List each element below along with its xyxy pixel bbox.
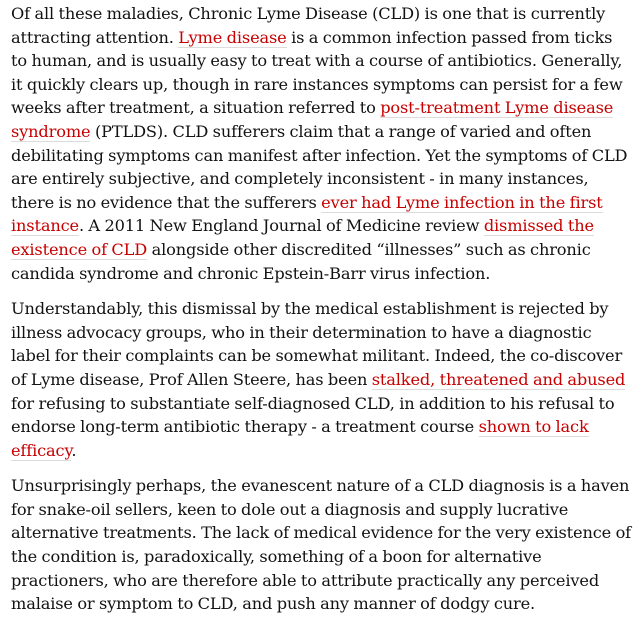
text-line xyxy=(11,297,631,321)
text-line xyxy=(11,474,631,498)
text-line xyxy=(11,545,631,569)
text-run: for snake-oil sellers, keen to dole out a diagnosis and supply lucrative xyxy=(11,499,569,519)
text-line xyxy=(11,368,631,392)
link-shown-to-lack-efficacy[interactable]: shown to lack xyxy=(478,417,589,437)
link-ever-had-lyme-infection[interactable]: ever had Lyme infection in the first xyxy=(321,192,603,212)
link-shown-to-lack-efficacy[interactable]: efficacy xyxy=(11,440,72,460)
text-run: of Lyme disease, Prof Allen Steere, has been xyxy=(11,369,372,389)
text-line xyxy=(11,73,631,97)
text-line xyxy=(11,49,631,73)
text-run: debilitating symptoms can manifest after infection. Yet the symptoms of CLD xyxy=(11,145,628,165)
text-line xyxy=(11,392,631,416)
text-run: weeks after treatment, a situation referred to xyxy=(11,98,381,118)
text-run: attracting attention. xyxy=(11,27,179,47)
paragraph-1 xyxy=(11,2,631,285)
link-post-treatment-lyme-disease-syndrome[interactable]: post-treatment Lyme disease xyxy=(380,98,614,118)
text-run: endorse long-term antibiotic therapy - a treatment course xyxy=(11,417,479,437)
text-run: for refusing to substantiate self-diagnosed CLD, in addition to his refusal to xyxy=(11,393,615,413)
text-line xyxy=(11,214,631,238)
text-run: are entirely subjective, and completely inconsistent - in many instances, xyxy=(11,169,589,189)
text-line xyxy=(11,2,631,26)
text-line xyxy=(11,344,631,368)
text-run: label for their complaints can be somewhat militant. Indeed, the co-discover xyxy=(11,346,623,366)
text-line xyxy=(11,167,631,191)
text-run: there is no evidence that the sufferers xyxy=(11,192,322,212)
text-run: alternative treatments. The lack of medical evidence for the very existence of xyxy=(11,523,632,543)
link-lyme-disease[interactable]: Lyme disease xyxy=(178,27,287,47)
text-run: Unsurprisingly perhaps, the evanescent nature of a CLD diagnosis is a haven xyxy=(11,476,630,496)
text-line xyxy=(11,238,631,262)
text-line xyxy=(11,144,631,168)
text-line xyxy=(11,191,631,215)
text-run: Of all these maladies, Chronic Lyme Disease (CLD) is one that is currently xyxy=(11,4,606,23)
text-line xyxy=(11,521,631,545)
text-run: candida syndrome and chronic Epstein-Barr virus infection. xyxy=(11,263,491,283)
text-run: malaise or symptom to CLD, and push any manner of dodgy cure. xyxy=(11,594,536,614)
text-line xyxy=(11,321,631,345)
paragraph-3 xyxy=(11,474,631,616)
text-line xyxy=(11,120,631,144)
text-line xyxy=(11,26,631,50)
link-post-treatment-lyme-disease-syndrome[interactable]: syndrome xyxy=(11,121,91,141)
link-ever-had-lyme-infection[interactable]: instance xyxy=(11,216,79,236)
text-run: . A 2011 New England Journal of Medicine review xyxy=(78,216,484,236)
text-line xyxy=(11,569,631,593)
text-line xyxy=(11,439,631,463)
text-run: the condition is, paradoxically, something of a boon for alternative xyxy=(11,547,542,567)
text-run: is a common infection passed from ticks xyxy=(286,27,613,47)
text-line xyxy=(11,498,631,522)
text-line xyxy=(11,415,631,439)
text-run: practioners, who are therefore able to attribute practically any perceived xyxy=(11,570,600,590)
text-line xyxy=(11,592,631,616)
text-run: (PTLDS). CLD sufferers claim that a range of varied and often xyxy=(90,121,592,141)
text-run: alongside other discredited “illnesses” such as chronic xyxy=(147,239,591,259)
text-run: to human, and is usually easy to treat with a course of antibiotics. Generally, xyxy=(11,51,623,71)
paragraph-2 xyxy=(11,297,631,462)
link-dismissed-existence-of-cld[interactable]: dismissed the xyxy=(483,216,594,236)
text-run: . xyxy=(71,440,77,460)
text-line xyxy=(11,262,631,286)
link-stalked-threatened-abused[interactable]: stalked, threatened and abused xyxy=(371,369,626,389)
text-run: Understandably, this dismissal by the medical establishment is rejected by xyxy=(11,299,609,319)
text-run: it quickly clears up, though in rare instances symptoms can persist for a few xyxy=(11,74,623,94)
text-run: illness advocacy groups, who in their determination to have a diagnostic xyxy=(11,322,592,342)
text-line xyxy=(11,96,631,120)
link-dismissed-existence-of-cld[interactable]: existence of CLD xyxy=(11,239,148,259)
